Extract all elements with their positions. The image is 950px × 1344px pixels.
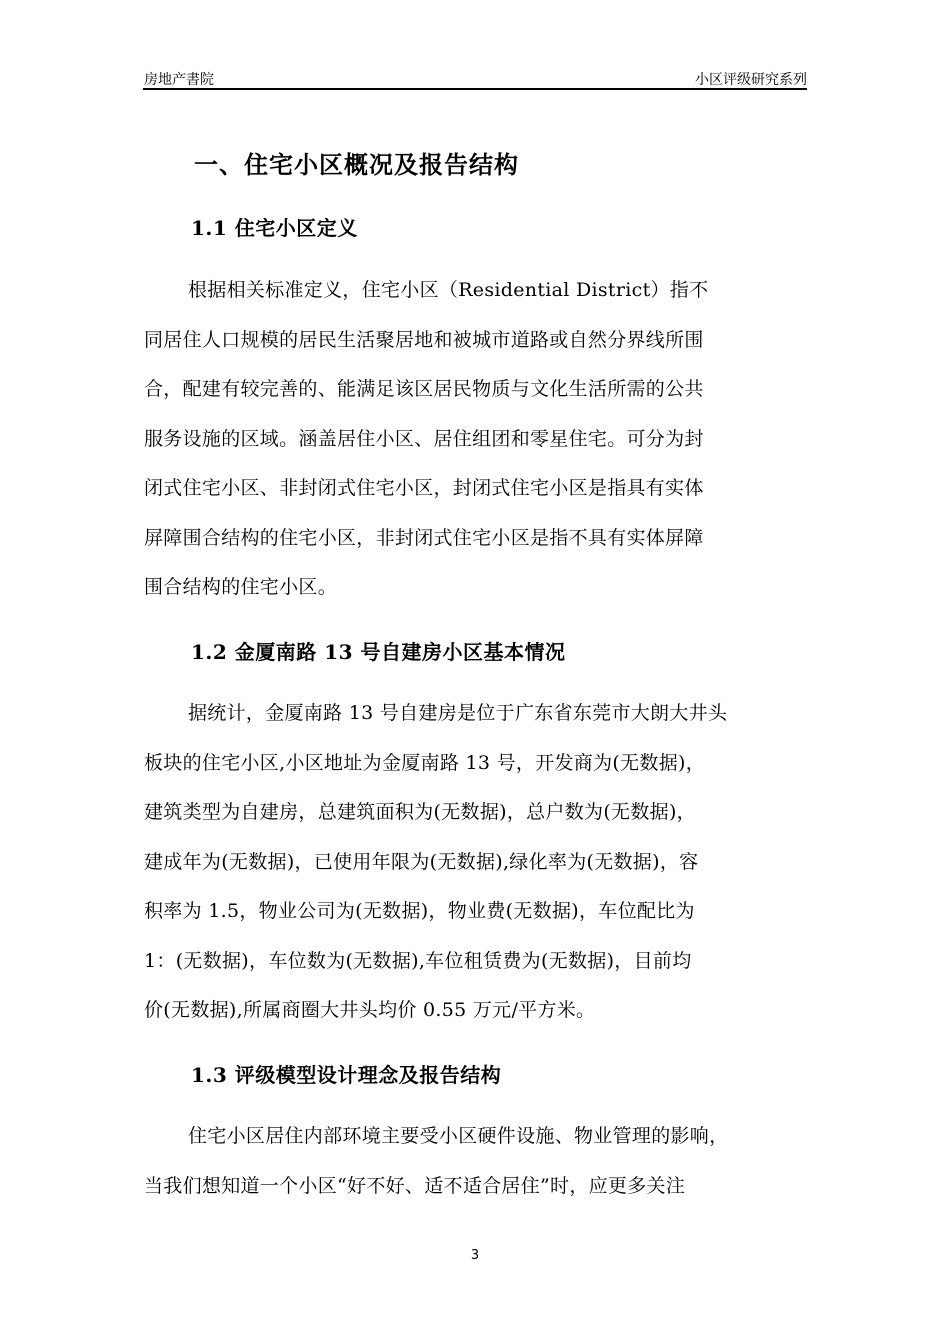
- header-series: 小区评级研究系列: [695, 72, 807, 88]
- header-publisher: 房地产書院: [144, 72, 214, 88]
- paragraph-line: 建筑类型为自建房，总建筑面积为(无数据)，总户数为(无数据)，: [144, 801, 696, 823]
- section-body-1-3: [144, 1122, 808, 1221]
- paragraph-line: 住宅小区居住内部环境主要受小区硬件设施、物业管理的影响，: [188, 1125, 729, 1147]
- section-body-1-1: [144, 276, 808, 623]
- section-heading-1-1: 1.1 住宅小区定义: [191, 216, 358, 240]
- chapter-title: 一、住宅小区概况及报告结构: [194, 150, 519, 179]
- paragraph-line: 建成年为(无数据)，已使用年限为(无数据),绿化率为(无数据)，容: [144, 850, 699, 873]
- paragraph-line: 1：(无数据)，车位数为(无数据),车位租赁费为(无数据)，目前均: [144, 949, 692, 972]
- paragraph-line: 板块的住宅小区,小区地址为金厦南路 13 号，开发商为(无数据)，: [144, 751, 706, 774]
- paragraph-line: 积率为 1.5，物业公司为(无数据)，物业费(无数据)，车位配比为: [144, 900, 695, 922]
- page-number: 3: [470, 1248, 480, 1263]
- section-heading-1-2: 1.2 金厦南路 13 号自建房小区基本情况: [191, 640, 566, 664]
- paragraph-line: 同居住人口规模的居民生活聚居地和被城市道路或自然分界线所围: [144, 328, 704, 351]
- section-heading-1-3: 1.3 评级模型设计理念及报告结构: [191, 1063, 502, 1087]
- section-body-1-2: [144, 699, 808, 1046]
- header-divider: [143, 88, 807, 90]
- paragraph-line: 屏障围合结构的住宅小区，非封闭式住宅小区是指不具有实体屏障: [144, 526, 704, 549]
- paragraph-line: 合，配建有较完善的、能满足该区居民物质与文化生活所需的公共: [144, 378, 704, 400]
- paragraph-line: 根据相关标准定义，住宅小区（Residential District）指不: [188, 279, 709, 301]
- paragraph-line: 当我们想知道一个小区“好不好、适不适合居住”时，应更多关注: [144, 1174, 686, 1197]
- paragraph-line: 闭式住宅小区、非封闭式住宅小区，封闭式住宅小区是指具有实体: [144, 477, 704, 499]
- paragraph-line: 据统计，金厦南路 13 号自建房是位于广东省东莞市大朗大井头: [188, 702, 728, 724]
- page-header: [143, 66, 807, 90]
- paragraph-line: 围合结构的住宅小区。: [144, 576, 338, 598]
- paragraph-line: 价(无数据),所属商圈大井头均价 0.55 万元/平方米。: [144, 999, 596, 1021]
- paragraph-line: 服务设施的区域。涵盖居住小区、居住组团和零星住宅。可分为封: [144, 427, 704, 450]
